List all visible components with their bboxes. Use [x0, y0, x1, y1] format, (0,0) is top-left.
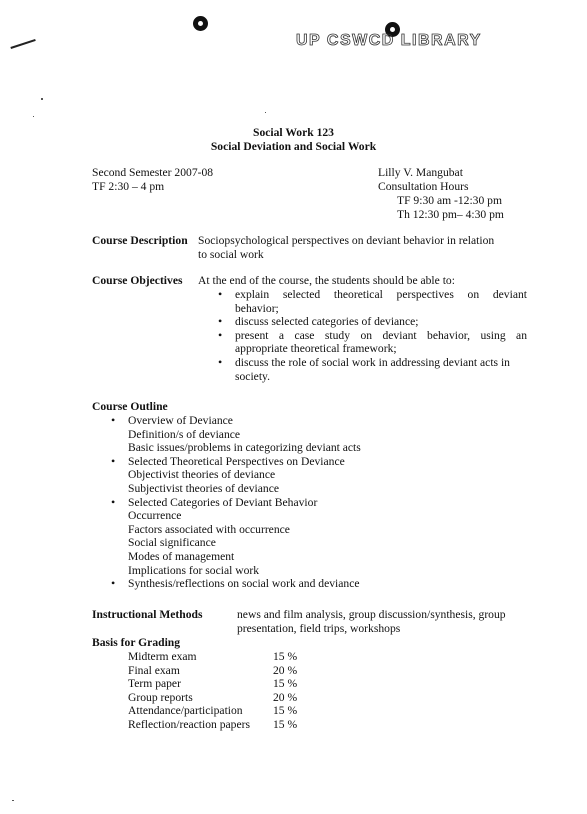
course-outline-label: Course Outline [92, 400, 168, 413]
objective-item: • discuss selected categories of deviance; [235, 315, 527, 329]
objective-item-cont: appropriate theoretical framework; [235, 342, 397, 356]
objective-item: • present a case study on deviant behavior, using an [235, 329, 527, 343]
course-description-label: Course Description [92, 234, 188, 247]
objective-item-cont: behavior; [235, 301, 279, 315]
outline-subtopic: Basic issues/problems in categorizing deviant acts [128, 441, 361, 455]
outline-subtopic: Subjectivist theories of deviance [128, 481, 279, 495]
scan-speck [33, 116, 34, 117]
outline-topic: • Overview of Deviance Definition/s of deviance Basic issues/problems in categorizing deviant acts [128, 414, 548, 455]
objective-item: • discuss the role of social work in addressing deviant acts in [235, 356, 527, 370]
grading-label: Basis for Grading [92, 636, 181, 649]
outline-subtopic: Factors associated with occurrence [128, 522, 290, 536]
grading-row: Reflection/reaction papers 15 % [128, 717, 298, 731]
library-stamp: UP CSWCD LIBRARY [296, 32, 482, 49]
consultation-label: Consultation Hours [378, 180, 469, 193]
pen-mark [10, 39, 35, 48]
outline-list [128, 414, 548, 591]
course-subtitle: Social Deviation and Social Work [210, 140, 377, 153]
outline-subtopic: Social significance [128, 536, 216, 550]
scan-speck [41, 98, 43, 100]
objective-item: • explain selected theoretical perspectives on deviant [235, 288, 527, 302]
course-objectives-label: Course Objectives [92, 274, 183, 287]
grading-table [128, 650, 297, 732]
outline-subtopic: Definition/s of deviance [128, 427, 241, 441]
outline-subtopic: Objectivist theories of deviance [128, 468, 276, 482]
grading-row: Attendance/participation 15 % [128, 704, 298, 718]
instructional-methods-label: Instructional Methods [92, 608, 203, 621]
outline-subtopic: Occurrence [128, 509, 182, 523]
grading-row: Group reports 20 % [128, 690, 298, 704]
instructional-methods-text: news and film analysis, group discussion/synthesis, group presentation, field trips, workshops [237, 608, 506, 635]
consultation-hours-2: Th 12:30 pm– 4:30 pm [397, 208, 504, 221]
grading-row: Term paper 15 % [128, 677, 298, 691]
course-description-text: Sociopsychological perspectives on deviant behavior in relation to social work [198, 234, 495, 261]
outline-subtopic: Modes of management [128, 549, 235, 563]
consultation-hours-1: TF 9:30 am -12:30 pm [397, 194, 502, 207]
grading-row: Final exam 20 % [128, 663, 298, 677]
scan-speck [12, 800, 14, 801]
semester: Second Semester 2007-08 [92, 166, 214, 179]
course-objectives-intro: At the end of the course, the students should be able to: [198, 274, 455, 287]
outline-topic: • Selected Theoretical Perspectives on Deviance Objectivist theories of deviance Subjectivist theories of deviance [128, 455, 548, 496]
objective-item-cont: society. [235, 369, 270, 383]
schedule: TF 2:30 – 4 pm [92, 180, 165, 193]
punch-hole-left [193, 16, 208, 31]
grading-row: Midterm exam 15 % [128, 650, 298, 663]
scan-speck [265, 112, 266, 113]
course-title: Social Work 123 [253, 126, 334, 139]
outline-topic: • Selected Categories of Deviant Behavior Occurrence Factors associated with occurrence Social significance Modes of management Implications for social work [128, 496, 548, 578]
outline-topic: • Synthesis/reflections on social work and deviance [128, 577, 548, 591]
objectives-list [235, 288, 527, 383]
outline-subtopic: Implications for social work [128, 563, 260, 577]
instructor-name: Lilly V. Mangubat [378, 166, 463, 179]
